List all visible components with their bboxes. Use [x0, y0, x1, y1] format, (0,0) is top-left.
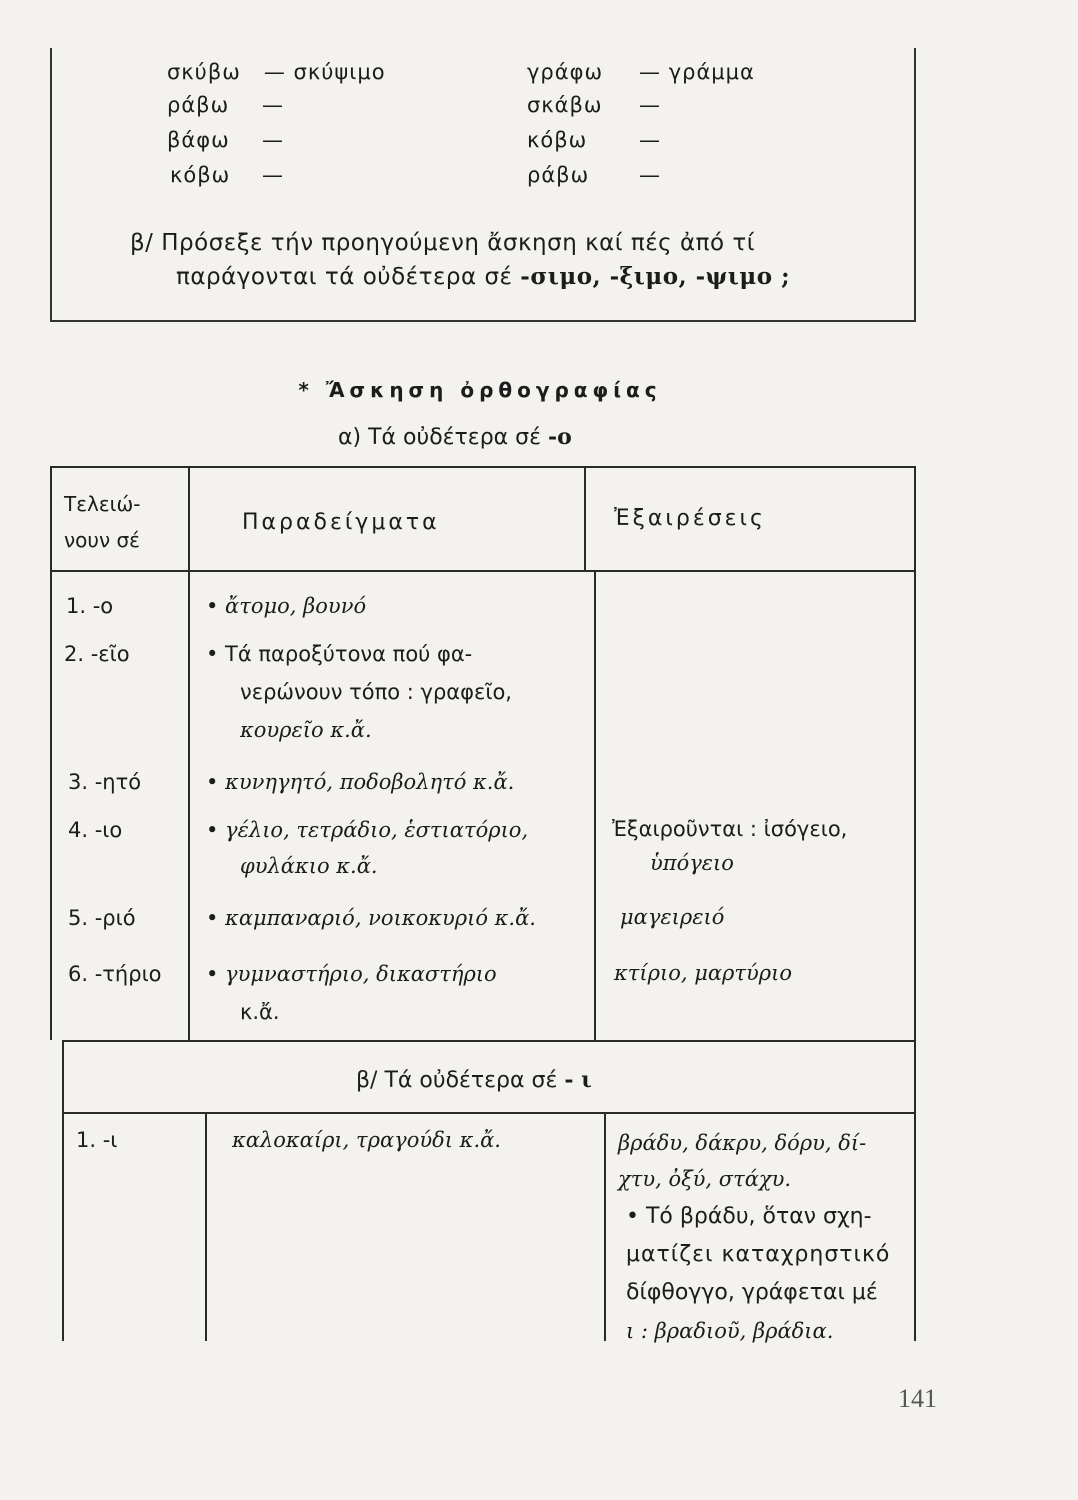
question-endings: -σιμο, -ξιμο, -ψιμο ; [520, 263, 791, 290]
right-row-4: ράβω — [527, 163, 661, 187]
examples-row-1: • ἄτομο, βουνό [206, 594, 367, 618]
ending-row-3: 3. -ητό [68, 770, 142, 794]
header-ending-1: Τελειώ- [64, 492, 141, 516]
examples-row-4-line-2: φυλάκιο κ.ἄ. [240, 854, 378, 878]
exceptions-row-b-line-5: δίφθογγο, γράφεται μέ [626, 1280, 878, 1305]
left-row-1: σκύβω — σκύψιμο [167, 60, 386, 84]
exceptions-row-b-line-2: χτυ, ὀξύ, στάχυ. [618, 1167, 792, 1191]
ending-row-5: 5. -ριό [68, 906, 136, 930]
left-row-3: βάφω — [167, 128, 284, 152]
exceptions-row-4-line-1: Ἐξαιροῦνται : ἰσόγειο, [612, 817, 848, 841]
orthography-table [60, 466, 916, 1341]
examples-row-2-line-2: νερώνουν τόπο : γραφεῖο, [240, 680, 512, 704]
examples-row-3: • κυνηγητό, ποδοβολητό κ.ἄ. [206, 770, 515, 794]
right-row-3: κόβω — [527, 128, 661, 152]
examples-row-2-line-1: • Τά παροξύτονα πού φα- [206, 642, 473, 666]
header-examples: Παραδείγματα [242, 510, 440, 535]
right-row-2: σκάβω — [527, 93, 661, 117]
ending-row-6: 6. -τήριο [68, 962, 162, 986]
subheading-a: α) Τά οὐδέτερα σέ -ο [338, 424, 572, 450]
question-line-1: β/ Πρόσεξε τήν προηγούμενη ἄσκηση καί πές ἀπό τί [130, 230, 756, 256]
section-heading: * Ἄσκηση ὀρθογραφίας [298, 378, 662, 402]
ending-row-1: 1. -ο [66, 594, 114, 618]
exceptions-row-b-line-1: βράδυ, δάκρυ, δόρυ, δί- [618, 1131, 867, 1155]
exceptions-row-6: κτίριο, μαρτύριο [614, 961, 792, 985]
ending-row-2: 2. -εῖο [64, 642, 130, 666]
examples-row-4-line-1: • γέλιο, τετράδιο, ἑστιατόριο, [206, 818, 529, 842]
ending-row-b: 1. -ι [76, 1128, 118, 1152]
right-row-1: γράφω — γράμμα [527, 60, 755, 84]
examples-row-6-line-2: κ.ἄ. [240, 1000, 280, 1024]
question-line-2: παράγονται τά οὐδέτερα σέ -σιμο, -ξιμο, -ψιμο ; [176, 263, 791, 290]
left-row-2: ράβω — [167, 93, 284, 117]
exceptions-row-b-line-3: • Τό βράδυ, ὅταν σχη- [626, 1204, 872, 1229]
page-number: 141 [898, 1384, 937, 1413]
subheading-b: β/ Τά οὐδέτερα σέ - ι [356, 1067, 592, 1093]
header-ending-2: νουν σέ [64, 528, 140, 552]
left-row-4: κόβω — [170, 163, 284, 187]
exercise-box [50, 48, 916, 322]
examples-row-5: • καμπαναριό, νοικοκυριό κ.ἄ. [206, 906, 536, 930]
ending-row-4: 4. -ιο [68, 818, 123, 842]
exceptions-row-4-line-2: ὑπόγειο [650, 851, 734, 875]
exceptions-row-b-line-6: ι : βραδιοῦ, βράδια. [626, 1319, 834, 1343]
examples-row-b: καλοκαίρι, τραγούδι κ.ἄ. [232, 1128, 501, 1152]
exceptions-row-b-line-4: ματίζει καταχρηστικό [626, 1242, 891, 1267]
header-exceptions: Ἐξαιρέσεις [614, 506, 766, 531]
exceptions-row-5: μαγειρειό [620, 905, 725, 929]
examples-row-2-line-3: κουρεῖο κ.ἄ. [240, 718, 372, 742]
examples-row-6-line-1: • γυμναστήριο, δικαστήριο [206, 962, 497, 986]
